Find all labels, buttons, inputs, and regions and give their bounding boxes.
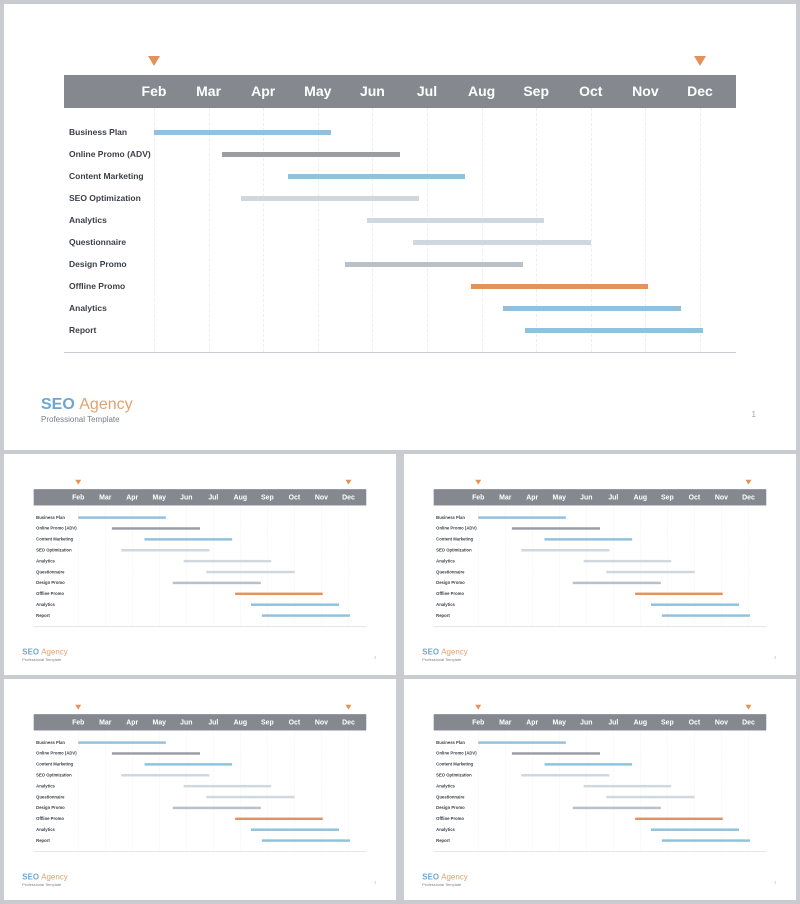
- grid-line: [427, 108, 428, 352]
- month-label: May: [152, 493, 167, 502]
- task-label: Design Promo: [69, 259, 127, 269]
- page-number: 1: [373, 879, 377, 885]
- task-label: Content Marketing: [436, 536, 474, 542]
- milestone-marker-icon: [345, 705, 351, 710]
- task-label: Business Plan: [36, 739, 65, 745]
- month-label: May: [552, 718, 567, 727]
- task-label: Questionnaire: [36, 569, 65, 575]
- task-label: Questionnaire: [436, 794, 465, 800]
- milestone-marker-icon: [75, 480, 81, 485]
- page-number: 1: [373, 654, 377, 660]
- slide-thumbnail-1[interactable]: [4, 454, 396, 675]
- task-label: Business Plan: [436, 739, 465, 745]
- month-label: Mar: [196, 83, 222, 99]
- task-bar[interactable]: [144, 763, 232, 765]
- task-bar[interactable]: [651, 828, 739, 830]
- brand-secondary: Agency: [41, 873, 68, 882]
- brand-primary: SEO: [41, 396, 75, 413]
- month-label: Oct: [288, 493, 301, 502]
- task-bar[interactable]: [173, 806, 261, 808]
- month-label: Aug: [633, 493, 648, 502]
- month-label: Sep: [523, 83, 550, 99]
- milestone-marker-icon: [745, 705, 751, 710]
- month-label: Feb: [472, 718, 485, 727]
- task-label: Offline Promo: [36, 591, 64, 597]
- grid-line: [372, 108, 373, 352]
- month-label: Dec: [342, 718, 355, 727]
- slide-content: [4, 454, 396, 675]
- task-bar[interactable]: [607, 571, 695, 573]
- slide-content: [404, 679, 796, 900]
- brand-primary: SEO: [22, 873, 40, 882]
- brand-secondary: Agency: [79, 396, 133, 413]
- task-label: Online Promo (ADV): [69, 149, 151, 159]
- task-bar[interactable]: [251, 603, 339, 605]
- month-label: Nov: [714, 718, 728, 727]
- month-label: Sep: [661, 718, 674, 727]
- brand-primary: SEO: [422, 648, 440, 657]
- task-bar[interactable]: [635, 592, 723, 594]
- milestone-marker-icon: [475, 480, 481, 485]
- task-bar[interactable]: [573, 581, 661, 583]
- month-label: Jun: [180, 718, 193, 727]
- month-label: May: [304, 83, 332, 99]
- task-label: Content Marketing: [436, 761, 474, 767]
- task-label: Online Promo (ADV): [436, 750, 477, 756]
- slide-main[interactable]: [4, 4, 796, 450]
- task-bar[interactable]: [235, 592, 323, 594]
- month-label: Feb: [72, 493, 85, 502]
- brand-logo: [22, 873, 67, 882]
- task-bar[interactable]: [471, 284, 648, 289]
- task-label: Report: [436, 837, 450, 843]
- task-bar[interactable]: [207, 796, 295, 798]
- task-label: Analytics: [69, 303, 107, 313]
- brand-logo: [22, 648, 67, 657]
- timeline-header: [34, 714, 367, 730]
- task-bar[interactable]: [584, 560, 672, 562]
- milestone-marker-icon: [148, 56, 160, 66]
- month-label: Sep: [261, 718, 274, 727]
- task-label: Business Plan: [436, 514, 465, 520]
- brand-tagline: Professional Template: [422, 657, 462, 662]
- month-label: Feb: [141, 83, 167, 99]
- brand-primary: SEO: [22, 648, 40, 657]
- task-label: Analytics: [36, 601, 55, 607]
- task-label: SEO Optimization: [36, 547, 72, 553]
- task-label: SEO Optimization: [36, 772, 72, 778]
- timeline-header: [34, 489, 367, 505]
- month-label: Aug: [467, 83, 496, 99]
- timeline-header: [64, 75, 736, 108]
- task-label: Analytics: [69, 215, 107, 225]
- page-number: 1: [751, 410, 756, 419]
- task-bar[interactable]: [262, 614, 350, 616]
- task-label: Offline Promo: [36, 816, 64, 822]
- grid-line: [263, 108, 264, 352]
- task-bar[interactable]: [251, 828, 339, 830]
- task-bar[interactable]: [544, 538, 632, 540]
- task-label: Content Marketing: [36, 536, 74, 542]
- task-bar[interactable]: [635, 817, 723, 819]
- timeline-header: [434, 489, 767, 505]
- brand-logo: [422, 648, 467, 657]
- milestone-marker-icon: [345, 480, 351, 485]
- task-bar[interactable]: [584, 785, 672, 787]
- task-bar[interactable]: [222, 152, 399, 157]
- grid-line: [645, 108, 646, 352]
- month-label: Oct: [579, 83, 603, 99]
- month-label: Apr: [126, 493, 139, 502]
- page-number: 1: [773, 654, 777, 660]
- slide-thumbnail-4[interactable]: [404, 679, 796, 900]
- brand-secondary: Agency: [441, 648, 468, 657]
- task-label: Design Promo: [436, 580, 465, 586]
- month-label: Apr: [126, 718, 139, 727]
- task-bar[interactable]: [121, 774, 209, 776]
- brand-primary: SEO: [422, 873, 440, 882]
- task-label: Report: [436, 612, 450, 618]
- task-bar[interactable]: [525, 328, 702, 333]
- milestone-marker-icon: [694, 56, 706, 66]
- task-bar[interactable]: [521, 549, 609, 551]
- month-label: Jun: [580, 493, 593, 502]
- task-label: Offline Promo: [69, 281, 126, 291]
- grid-line: [700, 108, 701, 352]
- task-label: Design Promo: [36, 580, 65, 586]
- task-label: Questionnaire: [436, 569, 465, 575]
- month-label: Jul: [208, 493, 219, 502]
- task-bar[interactable]: [512, 527, 600, 529]
- task-label: Content Marketing: [69, 171, 144, 181]
- task-label: Content Marketing: [36, 761, 74, 767]
- month-label: Jun: [359, 83, 385, 99]
- milestone-marker-icon: [745, 480, 751, 485]
- slide-content: [4, 4, 796, 450]
- month-label: Jul: [208, 718, 219, 727]
- month-label: May: [152, 718, 167, 727]
- month-label: Mar: [499, 493, 512, 502]
- task-bar[interactable]: [503, 306, 680, 311]
- month-label: Sep: [661, 493, 674, 502]
- brand-logo: [41, 396, 133, 414]
- task-label: Analytics: [36, 783, 55, 789]
- task-bar[interactable]: [235, 817, 323, 819]
- month-label: Dec: [742, 493, 755, 502]
- task-bar[interactable]: [573, 806, 661, 808]
- month-label: Sep: [261, 493, 274, 502]
- brand-secondary: Agency: [41, 648, 68, 657]
- month-label: Nov: [632, 83, 659, 99]
- month-label: Nov: [714, 493, 728, 502]
- task-label: Questionnaire: [36, 794, 65, 800]
- month-label: Feb: [72, 718, 85, 727]
- task-bar[interactable]: [413, 240, 590, 245]
- milestone-marker-icon: [75, 705, 81, 710]
- task-label: Analytics: [436, 783, 455, 789]
- task-label: SEO Optimization: [436, 547, 472, 553]
- task-bar[interactable]: [662, 614, 750, 616]
- month-label: Apr: [251, 83, 276, 99]
- task-bar[interactable]: [154, 130, 331, 135]
- task-label: Offline Promo: [436, 816, 464, 822]
- month-label: Mar: [99, 493, 112, 502]
- month-label: Jul: [608, 718, 619, 727]
- slide-thumbnail-3[interactable]: [4, 679, 396, 900]
- task-label: Questionnaire: [69, 237, 127, 247]
- task-bar[interactable]: [512, 752, 600, 754]
- milestone-marker-icon: [475, 705, 481, 710]
- task-bar[interactable]: [184, 785, 272, 787]
- month-label: Oct: [288, 718, 301, 727]
- brand-secondary: Agency: [441, 873, 468, 882]
- task-label: SEO Optimization: [436, 772, 472, 778]
- task-bar[interactable]: [521, 774, 609, 776]
- task-bar[interactable]: [121, 549, 209, 551]
- task-label: Online Promo (ADV): [36, 750, 77, 756]
- task-bar[interactable]: [112, 752, 200, 754]
- month-label: Apr: [526, 493, 539, 502]
- brand-tagline: Professional Template: [41, 415, 120, 424]
- month-label: Apr: [526, 718, 539, 727]
- task-bar[interactable]: [78, 516, 166, 518]
- task-bar[interactable]: [241, 196, 418, 201]
- task-label: Design Promo: [36, 805, 65, 811]
- task-bar[interactable]: [78, 741, 166, 743]
- month-label: Feb: [472, 493, 485, 502]
- task-bar[interactable]: [207, 571, 295, 573]
- grid-line: [536, 108, 537, 352]
- brand-tagline: Professional Template: [22, 882, 62, 887]
- month-label: Nov: [314, 493, 328, 502]
- task-bar[interactable]: [288, 174, 465, 179]
- month-label: Dec: [742, 718, 755, 727]
- task-label: Business Plan: [69, 127, 128, 137]
- task-label: SEO Optimization: [69, 193, 141, 203]
- timeline-header: [434, 714, 767, 730]
- task-bar[interactable]: [144, 538, 232, 540]
- task-bar[interactable]: [173, 581, 261, 583]
- grid-line: [591, 108, 592, 352]
- task-bar[interactable]: [478, 516, 566, 518]
- grid-line: [154, 108, 155, 352]
- timeline-baseline: [64, 352, 736, 353]
- month-label: Dec: [342, 493, 355, 502]
- slide-content: [404, 454, 796, 675]
- brand-tagline: Professional Template: [422, 882, 462, 887]
- task-bar[interactable]: [544, 763, 632, 765]
- task-label: Analytics: [436, 601, 455, 607]
- slide-content: [4, 679, 396, 900]
- slide-thumbnail-2[interactable]: [404, 454, 796, 675]
- month-label: Mar: [99, 718, 112, 727]
- task-label: Offline Promo: [436, 591, 464, 597]
- task-label: Analytics: [36, 558, 55, 564]
- page-number: 1: [773, 879, 777, 885]
- task-bar[interactable]: [478, 741, 566, 743]
- task-label: Report: [36, 837, 50, 843]
- task-bar[interactable]: [112, 527, 200, 529]
- task-bar[interactable]: [367, 218, 544, 223]
- grid-line: [318, 108, 319, 352]
- task-label: Business Plan: [36, 514, 65, 520]
- month-label: Jul: [416, 83, 438, 99]
- brand-logo: [422, 873, 467, 882]
- month-label: Mar: [499, 718, 512, 727]
- grid-line: [209, 108, 210, 352]
- task-label: Report: [69, 325, 97, 335]
- task-label: Analytics: [436, 826, 455, 832]
- task-bar[interactable]: [184, 560, 272, 562]
- task-bar[interactable]: [345, 262, 522, 267]
- month-label: Jun: [580, 718, 593, 727]
- task-label: Design Promo: [436, 805, 465, 811]
- month-label: Oct: [688, 718, 701, 727]
- brand-tagline: Professional Template: [22, 657, 62, 662]
- task-label: Online Promo (ADV): [436, 525, 477, 531]
- task-bar[interactable]: [262, 839, 350, 841]
- month-label: Aug: [233, 493, 248, 502]
- task-bar[interactable]: [607, 796, 695, 798]
- task-label: Analytics: [436, 558, 455, 564]
- month-label: Aug: [633, 718, 648, 727]
- task-bar[interactable]: [651, 603, 739, 605]
- grid-line: [482, 108, 483, 352]
- month-label: Oct: [688, 493, 701, 502]
- month-label: Aug: [233, 718, 248, 727]
- month-label: Jun: [180, 493, 193, 502]
- month-label: May: [552, 493, 567, 502]
- month-label: Nov: [314, 718, 328, 727]
- task-label: Report: [36, 612, 50, 618]
- task-label: Analytics: [36, 826, 55, 832]
- task-label: Online Promo (ADV): [36, 525, 77, 531]
- month-label: Jul: [608, 493, 619, 502]
- task-bar[interactable]: [662, 839, 750, 841]
- month-label: Dec: [687, 83, 713, 99]
